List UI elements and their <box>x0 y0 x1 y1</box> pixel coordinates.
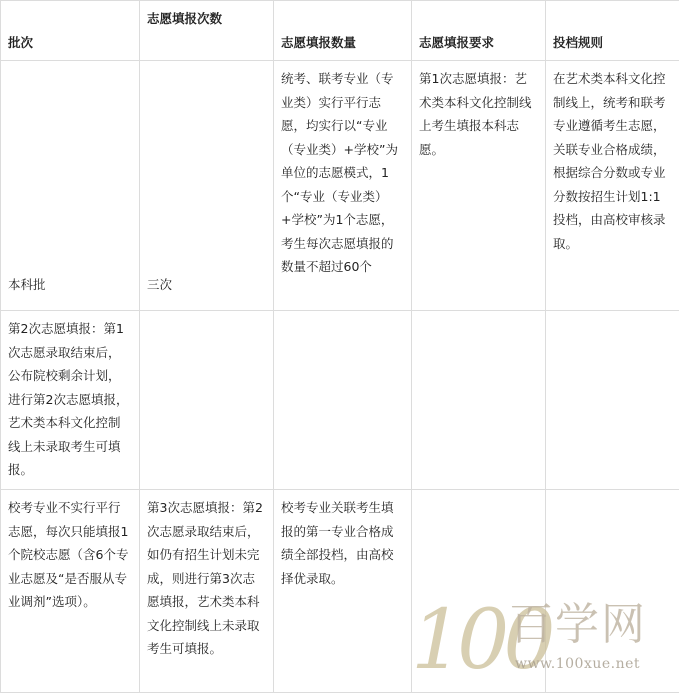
cell-empty <box>274 311 412 490</box>
cell-second-round: 第2次志愿填报：第1次志愿录取结束后，公布院校剩余计划，进行第2次志愿填报，艺术类本科文化控制线上未录取考生可填报。 <box>1 311 140 490</box>
cell-school-exam: 校考专业不实行平行志愿，每次只能填报1个院校志愿（含6个专业志愿及“是否服从专业调剂”选项）。 <box>1 490 140 693</box>
cell-third-round: 第3次志愿填报：第2次志愿录取结束后，如仍有招生计划未完成，则进行第3次志愿填报，艺术类本科文化控制线上未录取考生可填报。 <box>140 490 274 693</box>
cell-empty <box>140 311 274 490</box>
watermark-brand: 百学网 <box>509 599 647 650</box>
watermark-logo <box>411 593 673 688</box>
cell-rule: 在艺术类本科文化控制线上，统考和联考专业遵循考生志愿，关联专业合格成绩，根据综合分数或专业分数按招生计划1:1投档，由高校审核录取。 <box>546 61 679 311</box>
cell-empty <box>546 311 679 490</box>
cell-school-exam-rule: 校考专业关联考生填报的第一专业合格成绩全部投档，由高校择优录取。 <box>274 490 412 693</box>
header-quantity: 志愿填报数量 <box>274 1 412 61</box>
cell-empty <box>412 311 546 490</box>
table-row <box>1 61 679 311</box>
header-requirement: 志愿填报要求 <box>412 1 546 61</box>
header-batch: 批次 <box>1 1 140 61</box>
cell-requirement: 第1次志愿填报：艺术类本科文化控制线上考生填报本科志愿。 <box>412 61 546 311</box>
cell-quantity: 统考、联考专业（专业类）实行平行志愿，均实行以“专业（专业类）+学校”为单位的志愿模式，1个“专业（专业类）+学校”为1个志愿，考生每次志愿填报的数量不超过60个 <box>274 61 412 311</box>
watermark-url: www.100xue.net <box>515 656 641 672</box>
header-rule: 投档规则 <box>546 1 679 61</box>
header-times: 志愿填报次数 <box>140 1 274 61</box>
cell-batch: 本科批 <box>1 61 140 311</box>
table-header-row <box>1 1 679 61</box>
table-row <box>1 311 679 490</box>
watermark-digits: 100 <box>411 593 550 688</box>
cell-times: 三次 <box>140 61 274 311</box>
